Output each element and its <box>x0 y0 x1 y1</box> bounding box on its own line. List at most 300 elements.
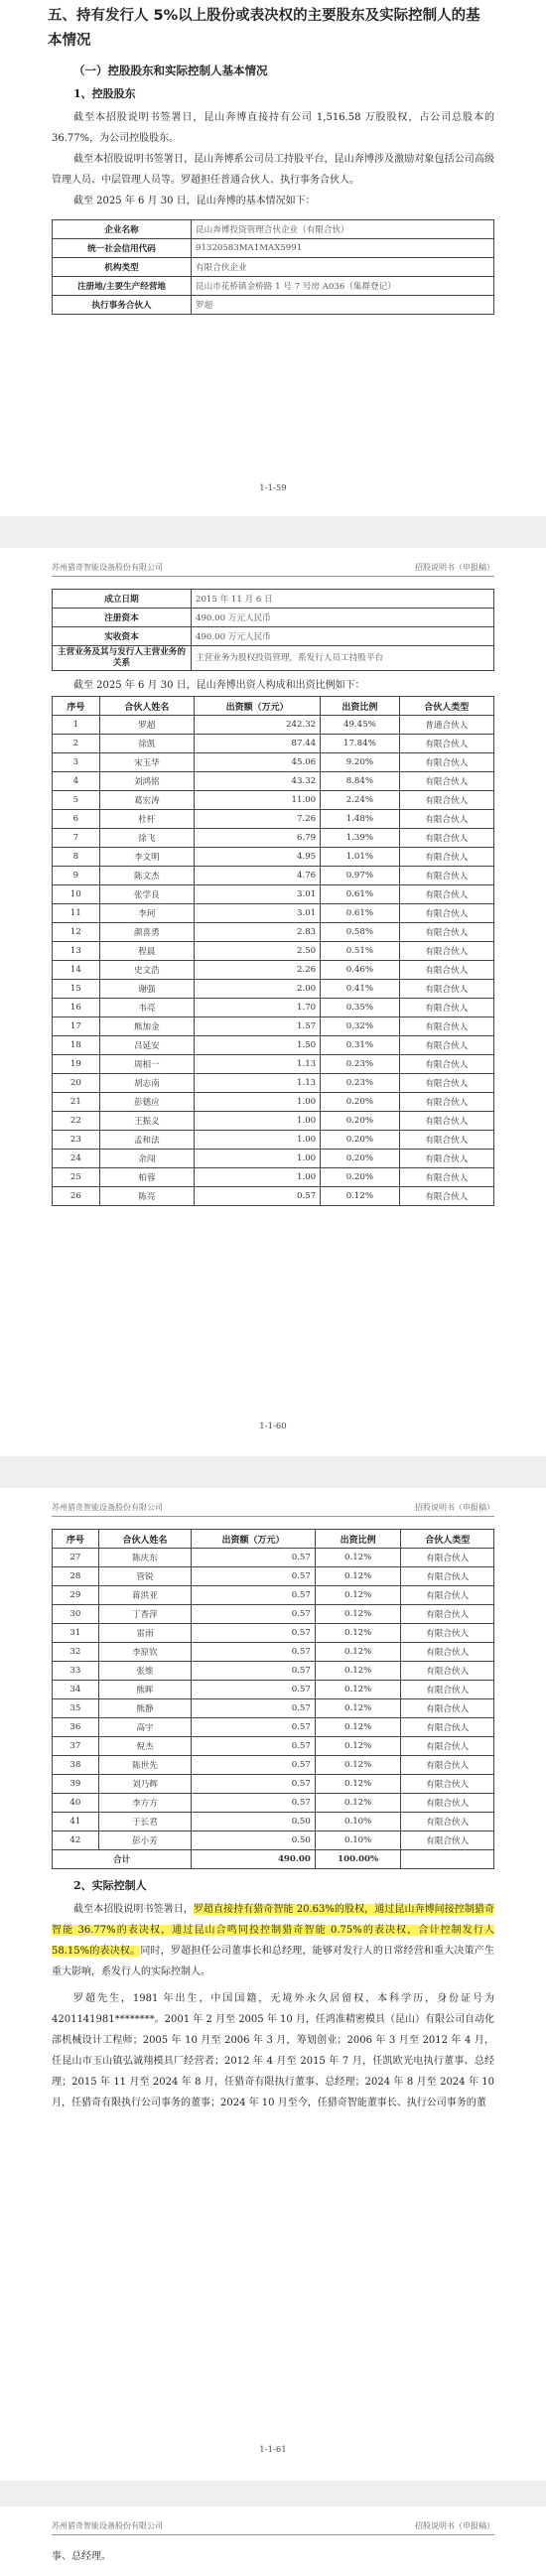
table-cell: 有限合伙人 <box>399 1112 493 1131</box>
table-cell: 吕延安 <box>99 1036 194 1055</box>
item-title-controlling-shareholder: 1、控股股东 <box>73 87 136 100</box>
table-cell: 22 <box>53 1112 100 1131</box>
table-cell: 熊静 <box>98 1699 191 1718</box>
table-cell: 宋玉华 <box>99 753 194 772</box>
table-cell: 0.57 <box>192 1718 316 1737</box>
section-title: 五、持有发行人 5%以上股份或表决权的主要股东及实际控制人的基本情况 <box>48 8 480 49</box>
page-number: 1-1-61 <box>259 2445 287 2455</box>
table-cell: 颜喜勇 <box>99 923 194 942</box>
table-cell: 有限合伙人 <box>399 885 493 904</box>
table-cell: 0.61% <box>321 885 399 904</box>
document-page-1 <box>0 0 546 516</box>
table-row <box>53 810 494 829</box>
table-cell: 葛宏涛 <box>99 791 194 810</box>
table-row <box>53 1605 494 1624</box>
table-cell: 0.12% <box>315 1718 401 1737</box>
table-cell: 0.31% <box>321 1036 399 1055</box>
header-company: 苏州猎奇智能设备股份有限公司 <box>52 1503 163 1512</box>
table-cell: 有限合伙人 <box>399 772 493 791</box>
table-cell: 李文明 <box>99 848 194 867</box>
table-cell: 杜杆 <box>99 810 194 829</box>
table-cell: 36 <box>53 1718 99 1737</box>
table-cell: 0.57 <box>192 1662 316 1681</box>
total-amount: 490.00 <box>192 1850 316 1869</box>
column-header: 合伙人类型 <box>399 697 493 716</box>
table-row <box>53 1112 494 1131</box>
table-cell: 1.00 <box>195 1168 321 1187</box>
table-cell: 30 <box>53 1605 99 1624</box>
table-cell: 罗超 <box>99 716 194 735</box>
info-row <box>53 258 494 277</box>
table-cell: 87.44 <box>195 735 321 753</box>
table-row <box>53 848 494 867</box>
table-cell: 陈世先 <box>98 1756 191 1775</box>
table-row <box>53 1681 494 1699</box>
table-cell: 11 <box>53 904 100 923</box>
text-run: 截至本招股说明书签署日， <box>73 1904 194 1915</box>
table-cell: 彭小芳 <box>98 1831 191 1850</box>
document-page-4-body <box>0 2546 546 2576</box>
table-cell: 熊加金 <box>99 1017 194 1036</box>
table-cell: 0.20% <box>321 1093 399 1112</box>
table-cell: 0.12% <box>321 1187 399 1206</box>
table-cell: 17.84% <box>321 735 399 753</box>
paragraph-actual-controller <box>52 1899 494 1982</box>
column-header: 出资比例 <box>315 1530 401 1549</box>
table-cell: 有限合伙人 <box>401 1681 494 1699</box>
table-cell: 余闯 <box>99 1150 194 1168</box>
table-cell: 倪杰 <box>98 1737 191 1756</box>
table-cell: 有限合伙人 <box>399 810 493 829</box>
table-cell: 45.06 <box>195 753 321 772</box>
table-cell: 0.12% <box>315 1662 401 1681</box>
table-cell: 李原钦 <box>98 1643 191 1662</box>
table-cell: 有限合伙人 <box>399 735 493 753</box>
table-cell: 41 <box>53 1813 99 1831</box>
document-page-4 <box>0 2507 546 2546</box>
paragraph: 截至 2025 年 6 月 30 日，昆山奔博出资人构成和出资比例如下： <box>73 680 365 691</box>
table-cell: 张维 <box>98 1662 191 1681</box>
paragraph-continued: 事、总经理。 <box>52 2551 111 2562</box>
table-row <box>53 1718 494 1737</box>
table-cell: 有限合伙人 <box>401 1586 494 1605</box>
table-cell: 1.00 <box>195 1131 321 1150</box>
table-cell: 0.20% <box>321 1112 399 1131</box>
table-cell: 8 <box>53 848 100 867</box>
table-cell: 0.41% <box>321 980 399 999</box>
table-cell: 0.10% <box>315 1813 401 1831</box>
table-cell: 有限合伙人 <box>399 980 493 999</box>
table-cell: 0.50 <box>192 1831 316 1850</box>
table-row <box>53 1699 494 1718</box>
table-cell: 有限合伙人 <box>399 942 493 961</box>
table-row <box>53 1187 494 1206</box>
table-cell: 16 <box>53 999 100 1017</box>
page-gap <box>0 1456 546 1488</box>
table-cell: 32 <box>53 1643 99 1662</box>
table-cell: 有限合伙人 <box>401 1775 494 1794</box>
table-cell: 有限合伙人 <box>399 753 493 772</box>
table-row <box>53 923 494 942</box>
table-row <box>53 1831 494 1850</box>
table-cell: 高宇 <box>98 1718 191 1737</box>
table-cell: 有限合伙人 <box>399 1055 493 1074</box>
header-doc-type: 招股说明书（申报稿） <box>415 2521 494 2530</box>
table-cell: 23 <box>53 1131 100 1150</box>
table-cell: 4.95 <box>195 848 321 867</box>
header-doc-type: 招股说明书（申报稿） <box>415 1503 494 1512</box>
table-cell: 0.23% <box>321 1055 399 1074</box>
table-row <box>53 904 494 923</box>
info-key: 企业名称 <box>53 220 192 239</box>
table-cell: 有限合伙人 <box>399 848 493 867</box>
table-cell: 1.00 <box>195 1112 321 1131</box>
table-cell: 0.12% <box>315 1567 401 1586</box>
table-cell: 2.24% <box>321 791 399 810</box>
info-row <box>53 220 494 239</box>
page-gap <box>0 2481 546 2507</box>
table-cell: 普通合伙人 <box>399 716 493 735</box>
table-row <box>53 829 494 848</box>
table-cell: 0.46% <box>321 961 399 980</box>
table-cell: 有限合伙人 <box>399 1036 493 1055</box>
table-cell: 有限合伙人 <box>399 1131 493 1150</box>
info-key: 实收资本 <box>53 627 192 646</box>
table-cell: 4.76 <box>195 867 321 885</box>
table-cell: 49.45% <box>321 716 399 735</box>
table-cell: 0.50 <box>192 1813 316 1831</box>
table-cell: 1.39% <box>321 829 399 848</box>
table-row <box>53 753 494 772</box>
table-row <box>53 1662 494 1681</box>
column-header: 合伙人类型 <box>401 1530 494 1549</box>
table-cell: 有限合伙人 <box>401 1756 494 1775</box>
table-cell: 14 <box>53 961 100 980</box>
column-header: 出资比例 <box>321 697 399 716</box>
table-cell: 0.20% <box>321 1150 399 1168</box>
table-cell: 0.57 <box>192 1737 316 1756</box>
paragraph: 截至本招股说明书签署日，昆山奔博系公司员工持股平台，昆山奔博涉及激励对象包括公司高级管理人员、中层管理人员等。罗超担任普通合伙人、执行事务合伙人。 <box>52 154 494 186</box>
table-cell: 0.12% <box>315 1775 401 1794</box>
table-row <box>53 867 494 885</box>
table-cell: 有限合伙人 <box>401 1813 494 1831</box>
header-doc-type: 招股说明书（申报稿） <box>415 563 494 572</box>
table-cell: 0.97% <box>321 867 399 885</box>
table-cell: 0.57 <box>192 1624 316 1643</box>
table-cell: 20 <box>53 1074 100 1093</box>
table-row <box>53 791 494 810</box>
page-number: 1-1-59 <box>259 483 287 493</box>
table-cell: 0.12% <box>315 1643 401 1662</box>
table-cell: 13 <box>53 942 100 961</box>
table-cell: 0.23% <box>321 1074 399 1093</box>
total-ratio: 100.00% <box>315 1850 401 1869</box>
table-cell: 37 <box>53 1737 99 1756</box>
table-row <box>53 1150 494 1168</box>
table-cell: 胡志南 <box>99 1074 194 1093</box>
table-row <box>53 1093 494 1112</box>
basic-info-table-continued <box>52 589 494 671</box>
page-number: 1-1-60 <box>259 1422 287 1431</box>
table-cell: 0.12% <box>315 1605 401 1624</box>
text-run: 同时，罗超担任公司董事长和总经理，能够对发行人的日常经营和重大决策产生重大影响，系发行人的实际控制人。 <box>52 1946 494 1977</box>
table-cell: 10 <box>53 885 100 904</box>
table-cell: 2.50 <box>195 942 321 961</box>
table-cell: 0.12% <box>315 1699 401 1718</box>
table-cell: 蒋洪亚 <box>98 1586 191 1605</box>
table-row <box>53 735 494 753</box>
info-key: 机构类型 <box>53 258 192 277</box>
table-cell: 管锐 <box>98 1567 191 1586</box>
column-header: 出资额（万元） <box>192 1530 316 1549</box>
table-cell: 35 <box>53 1699 99 1718</box>
info-row <box>53 277 494 296</box>
table-cell: 有限合伙人 <box>399 867 493 885</box>
info-key: 注册资本 <box>53 609 192 627</box>
table-cell: 0.10% <box>315 1831 401 1850</box>
table-cell: 李珂 <box>99 904 194 923</box>
page-header <box>52 2507 494 2535</box>
table-cell: 有限合伙人 <box>399 791 493 810</box>
info-key: 统一社会信用代码 <box>53 239 192 258</box>
table-cell: 11.00 <box>195 791 321 810</box>
table-cell: 陈亮 <box>99 1187 194 1206</box>
table-cell: 0.51% <box>321 942 399 961</box>
table-row <box>53 1168 494 1187</box>
info-value: 490.00 万元人民币 <box>192 627 494 646</box>
table-row <box>53 1775 494 1794</box>
table-cell: 38 <box>53 1756 99 1775</box>
column-header: 合伙人姓名 <box>99 697 194 716</box>
table-cell: 0.12% <box>315 1624 401 1643</box>
table-cell: 孟和法 <box>99 1131 194 1150</box>
table-header-row <box>53 1530 494 1549</box>
document-page-3 <box>0 1488 546 2481</box>
table-cell: 有限合伙人 <box>399 904 493 923</box>
table-row <box>53 1813 494 1831</box>
document-page-2 <box>0 548 546 1456</box>
table-cell: 徐飞 <box>99 829 194 848</box>
info-row <box>53 239 494 258</box>
table-cell: 0.57 <box>192 1794 316 1813</box>
table-cell: 0.57 <box>192 1567 316 1586</box>
table-cell: 0.57 <box>192 1586 316 1605</box>
table-row <box>53 961 494 980</box>
column-header: 出资额（万元） <box>195 697 321 716</box>
table-row <box>53 1055 494 1074</box>
table-cell: 2 <box>53 735 100 753</box>
table-cell: 谢强 <box>99 980 194 999</box>
page-gap <box>0 516 546 548</box>
table-cell: 0.12% <box>315 1794 401 1813</box>
table-row <box>53 1624 494 1643</box>
table-cell: 28 <box>53 1567 99 1586</box>
info-key: 成立日期 <box>53 590 192 609</box>
table-cell: 42 <box>53 1831 99 1850</box>
info-row <box>53 590 494 609</box>
table-row <box>53 1643 494 1662</box>
table-cell: 0.32% <box>321 1017 399 1036</box>
table-cell: 柏蓉 <box>99 1168 194 1187</box>
header-company: 苏州猎奇智能设备股份有限公司 <box>52 2521 163 2530</box>
table-cell: 有限合伙人 <box>399 961 493 980</box>
table-cell: 1.00 <box>195 1150 321 1168</box>
table-row <box>53 1036 494 1055</box>
table-cell: 0.12% <box>315 1549 401 1567</box>
info-value: 有限合伙企业 <box>192 258 494 277</box>
info-row <box>53 627 494 646</box>
table-cell: 陈文杰 <box>99 867 194 885</box>
header-company: 苏州猎奇智能设备股份有限公司 <box>52 563 163 572</box>
table-cell: 0.12% <box>315 1737 401 1756</box>
table-cell: 7 <box>53 829 100 848</box>
table-cell: 有限合伙人 <box>399 1168 493 1187</box>
table-cell: 4 <box>53 772 100 791</box>
highlighted-text: 罗超直接持有猎奇智能 20.63%的股权，通过昆山奔博间接控制猎奇智能 36.77%的表决权，通过昆山合鸣同投控制猎奇智能 0.75%的表决权，合计控制发行人 58.15%的表决权。 <box>52 1904 494 1957</box>
table-cell: 9.20% <box>321 753 399 772</box>
table-cell: 程晨 <box>99 942 194 961</box>
table-row <box>53 1756 494 1775</box>
table-row <box>53 942 494 961</box>
table-cell: 0.35% <box>321 999 399 1017</box>
table-cell: 24 <box>53 1150 100 1168</box>
table-cell: 3.01 <box>195 904 321 923</box>
table-cell: 2.26 <box>195 961 321 980</box>
table-header-row <box>53 697 494 716</box>
table-cell: 0.57 <box>192 1643 316 1662</box>
table-row <box>53 1794 494 1813</box>
table-cell: 33 <box>53 1662 99 1681</box>
total-type <box>401 1850 494 1869</box>
table-cell: 0.57 <box>192 1775 316 1794</box>
info-row <box>53 296 494 315</box>
table-cell: 17 <box>53 1017 100 1036</box>
table-cell: 有限合伙人 <box>401 1699 494 1718</box>
info-value: 主营业务为股权投资管理，系发行人员工持股平台 <box>192 646 494 671</box>
table-row <box>53 1737 494 1756</box>
info-key: 执行事务合伙人 <box>53 296 192 315</box>
total-row <box>53 1850 494 1869</box>
table-cell: 雷雨 <box>98 1624 191 1643</box>
table-cell: 张学良 <box>99 885 194 904</box>
table-cell: 有限合伙人 <box>399 1093 493 1112</box>
table-cell: 于长君 <box>98 1813 191 1831</box>
table-cell: 1.50 <box>195 1036 321 1055</box>
table-cell: 丁香萍 <box>98 1605 191 1624</box>
table-cell: 31 <box>53 1624 99 1643</box>
table-cell: 陈庆东 <box>98 1549 191 1567</box>
table-row <box>53 1549 494 1567</box>
table-row <box>53 1586 494 1605</box>
table-row <box>53 999 494 1017</box>
table-cell: 0.12% <box>315 1586 401 1605</box>
table-cell: 242.32 <box>195 716 321 735</box>
table-cell: 0.12% <box>315 1756 401 1775</box>
table-cell: 3 <box>53 753 100 772</box>
table-row <box>53 1567 494 1586</box>
table-row <box>53 1131 494 1150</box>
info-row <box>53 646 494 671</box>
table-cell: 有限合伙人 <box>401 1831 494 1850</box>
table-cell: 1.13 <box>195 1055 321 1074</box>
page-header <box>52 1488 494 1517</box>
table-cell: 熊晖 <box>98 1681 191 1699</box>
table-cell: 0.57 <box>192 1549 316 1567</box>
table-cell: 29 <box>53 1586 99 1605</box>
table-cell: 王振义 <box>99 1112 194 1131</box>
column-header: 序号 <box>53 1530 99 1549</box>
table-cell: 0.57 <box>192 1681 316 1699</box>
table-cell: 有限合伙人 <box>399 1017 493 1036</box>
table-cell: 有限合伙人 <box>401 1794 494 1813</box>
table-cell: 1.00 <box>195 1093 321 1112</box>
table-cell: 1.01% <box>321 848 399 867</box>
table-row <box>53 1074 494 1093</box>
table-row <box>53 885 494 904</box>
table-cell: 1.57 <box>195 1017 321 1036</box>
table-cell: 1 <box>53 716 100 735</box>
table-cell: 5 <box>53 791 100 810</box>
info-value: 490.00 万元人民币 <box>192 609 494 627</box>
info-value: 昆山市花桥镇金桥路 1 号 7 号房 A036（集群登记） <box>192 277 494 296</box>
table-cell: 12 <box>53 923 100 942</box>
partner-table-continued <box>52 1529 494 1869</box>
table-cell: 1.48% <box>321 810 399 829</box>
table-cell: 有限合伙人 <box>401 1624 494 1643</box>
table-cell: 有限合伙人 <box>401 1605 494 1624</box>
table-cell: 39 <box>53 1775 99 1794</box>
info-row <box>53 609 494 627</box>
table-cell: 2.83 <box>195 923 321 942</box>
table-cell: 有限合伙人 <box>401 1662 494 1681</box>
partner-table <box>52 696 494 1206</box>
table-row <box>53 772 494 791</box>
table-cell: 彭德应 <box>99 1093 194 1112</box>
total-label: 合计 <box>53 1850 192 1869</box>
table-cell: 0.61% <box>321 904 399 923</box>
table-cell: 有限合伙人 <box>401 1567 494 1586</box>
table-cell: 0.57 <box>195 1187 321 1206</box>
table-cell: 有限合伙人 <box>399 1187 493 1206</box>
table-cell: 0.58% <box>321 923 399 942</box>
table-cell: 有限合伙人 <box>399 1074 493 1093</box>
table-cell: 18 <box>53 1036 100 1055</box>
column-header: 合伙人姓名 <box>98 1530 191 1549</box>
table-row <box>53 980 494 999</box>
table-cell: 韦亮 <box>99 999 194 1017</box>
table-row <box>53 716 494 735</box>
table-cell: 有限合伙人 <box>401 1549 494 1567</box>
subsection-title: （一）控股股东和实际控制人基本情况 <box>73 64 268 77</box>
table-cell: 26 <box>53 1187 100 1206</box>
info-value: 91320583MA1MAX5991 <box>192 239 494 258</box>
table-cell: 有限合伙人 <box>401 1737 494 1756</box>
table-cell: 3.01 <box>195 885 321 904</box>
table-cell: 9 <box>53 867 100 885</box>
table-cell: 有限合伙人 <box>399 1150 493 1168</box>
table-cell: 刘鸿铭 <box>99 772 194 791</box>
table-cell: 有限合伙人 <box>399 829 493 848</box>
info-value: 2015 年 11 月 6 日 <box>192 590 494 609</box>
paragraph: 截至 2025 年 6 月 30 日，昆山奔博的基本情况如下： <box>73 196 316 206</box>
table-cell: 徐凯 <box>99 735 194 753</box>
table-cell: 15 <box>53 980 100 999</box>
basic-info-table <box>52 219 494 315</box>
item-title-actual-controller: 2、实际控制人 <box>73 1879 147 1892</box>
table-cell: 8.84% <box>321 772 399 791</box>
table-cell: 0.12% <box>315 1681 401 1699</box>
table-cell: 史文浩 <box>99 961 194 980</box>
